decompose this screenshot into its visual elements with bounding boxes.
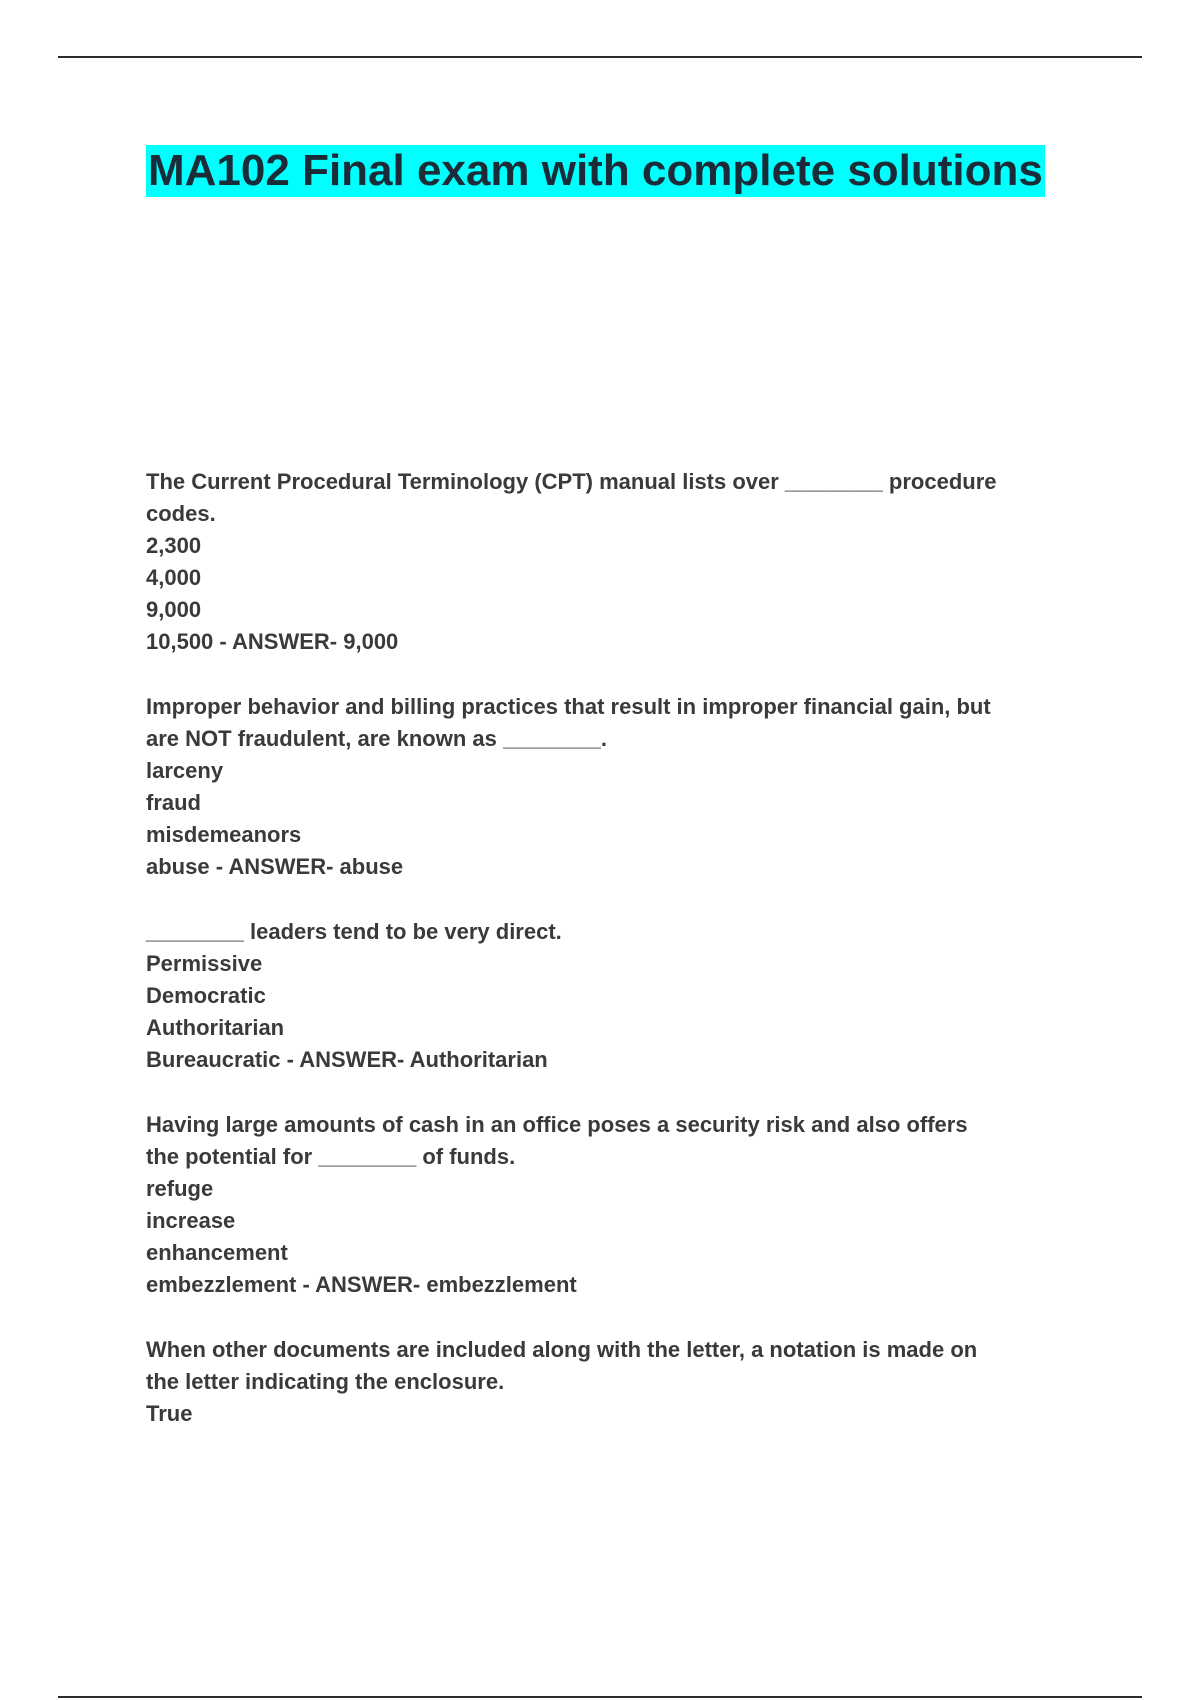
answer-option: larceny bbox=[146, 758, 224, 783]
question-text: codes. bbox=[146, 501, 216, 526]
bottom-rule bbox=[58, 1696, 1142, 1698]
answer-option: increase bbox=[146, 1208, 236, 1233]
question-text: The Current Procedural Terminology (CPT) manual lists over ________ procedure bbox=[146, 469, 997, 494]
answer-option-with-solution: abuse - ANSWER- abuse bbox=[146, 854, 404, 879]
answer-option-with-solution: Bureaucratic - ANSWER- Authoritarian bbox=[146, 1047, 548, 1072]
answer-option: enhancement bbox=[146, 1240, 288, 1265]
question-item bbox=[146, 691, 1096, 883]
answer-option: 4,000 bbox=[146, 565, 202, 590]
answer-option: True bbox=[146, 1401, 193, 1426]
question-text: Improper behavior and billing practices that result in improper financial gain, but bbox=[146, 694, 991, 719]
answer-option: Permissive bbox=[146, 951, 263, 976]
answer-option-with-solution: embezzlement - ANSWER- embezzlement bbox=[146, 1272, 577, 1297]
answer-option: refuge bbox=[146, 1176, 214, 1201]
question-list bbox=[146, 466, 1096, 1463]
top-rule bbox=[58, 56, 1142, 58]
question-text: the letter indicating the enclosure. bbox=[146, 1369, 505, 1394]
answer-option: Authoritarian bbox=[146, 1015, 285, 1040]
question-text: When other documents are included along with the letter, a notation is made on bbox=[146, 1337, 978, 1362]
answer-option-with-solution: 10,500 - ANSWER- 9,000 bbox=[146, 629, 399, 654]
question-item bbox=[146, 1334, 1096, 1430]
document-title: MA102 Final exam with complete solutions bbox=[148, 146, 1043, 195]
answer-option: 2,300 bbox=[146, 533, 202, 558]
question-text: the potential for ________ of funds. bbox=[146, 1144, 516, 1169]
answer-option: 9,000 bbox=[146, 597, 202, 622]
question-item bbox=[146, 916, 1096, 1076]
question-item bbox=[146, 1109, 1096, 1301]
title-block bbox=[146, 145, 1045, 197]
question-text: ________ leaders tend to be very direct. bbox=[146, 919, 562, 944]
answer-option: misdemeanors bbox=[146, 822, 302, 847]
question-text: are NOT fraudulent, are known as ________. bbox=[146, 726, 607, 751]
answer-option: fraud bbox=[146, 790, 201, 815]
question-item bbox=[146, 466, 1096, 658]
question-text: Having large amounts of cash in an office poses a security risk and also offers bbox=[146, 1112, 968, 1137]
answer-option: Democratic bbox=[146, 983, 266, 1008]
